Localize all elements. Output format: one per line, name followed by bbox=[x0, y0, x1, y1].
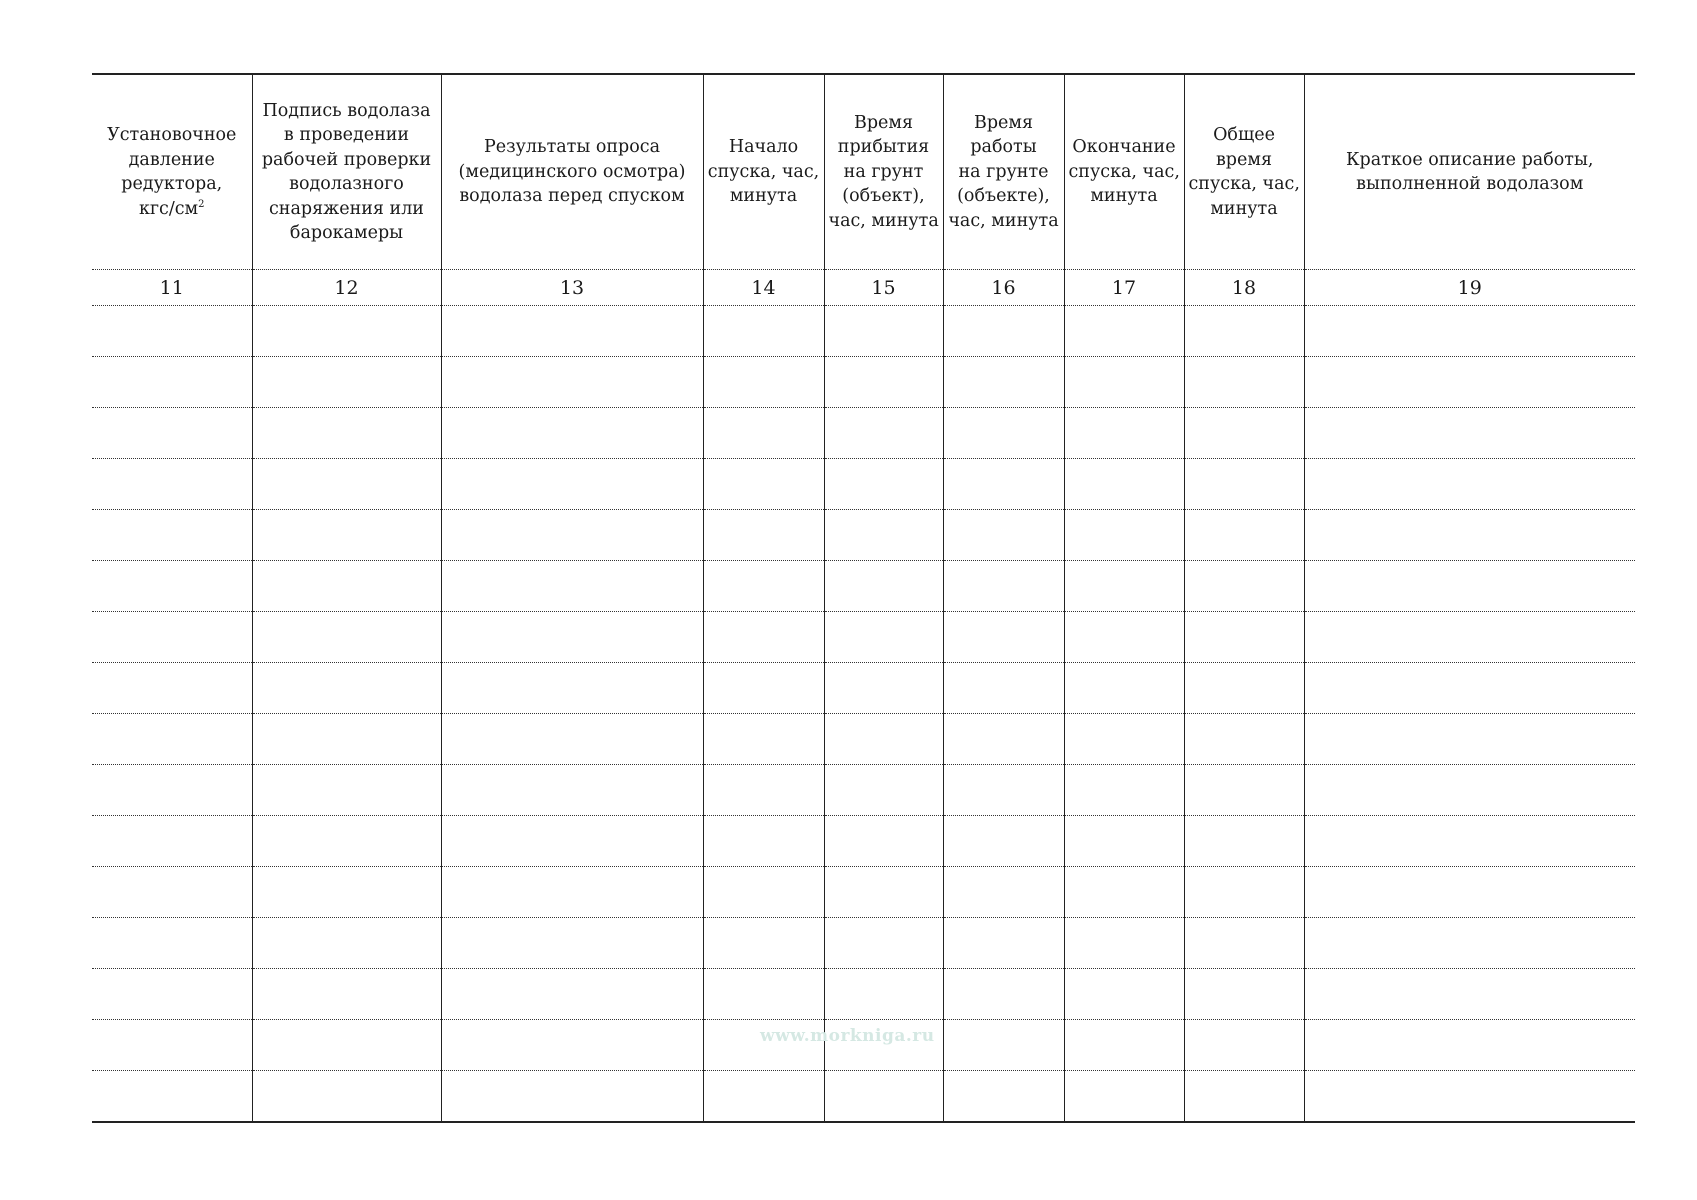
entry-cell-18[interactable] bbox=[1184, 663, 1304, 714]
entry-cell-16[interactable] bbox=[943, 867, 1064, 918]
entry-cell-14[interactable] bbox=[703, 612, 824, 663]
entry-cell-14[interactable] bbox=[703, 306, 824, 357]
entry-cell-11[interactable] bbox=[92, 918, 252, 969]
entry-cell-18[interactable] bbox=[1184, 969, 1304, 1020]
entry-cell-14[interactable] bbox=[703, 1071, 824, 1123]
entry-cell-13[interactable] bbox=[441, 357, 703, 408]
entry-cell-19[interactable] bbox=[1304, 765, 1635, 816]
entry-cell-12[interactable] bbox=[252, 765, 441, 816]
entry-cell-12[interactable] bbox=[252, 969, 441, 1020]
entry-cell-18[interactable] bbox=[1184, 306, 1304, 357]
entry-cell-19[interactable] bbox=[1304, 1071, 1635, 1123]
col-header-14: Начало спуска, час, минута bbox=[703, 74, 824, 270]
entry-cell-18[interactable] bbox=[1184, 408, 1304, 459]
entry-cell-14[interactable] bbox=[703, 969, 824, 1020]
entry-cell-15[interactable] bbox=[824, 357, 943, 408]
entry-cell-14[interactable] bbox=[703, 663, 824, 714]
entry-cell-11[interactable] bbox=[92, 867, 252, 918]
entry-cell-15[interactable] bbox=[824, 969, 943, 1020]
entry-cell-18[interactable] bbox=[1184, 510, 1304, 561]
col-number: 13 bbox=[441, 270, 703, 306]
entry-cell-11[interactable] bbox=[92, 561, 252, 612]
entry-cell-12[interactable] bbox=[252, 357, 441, 408]
entry-cell-16[interactable] bbox=[943, 306, 1064, 357]
entry-cell-17[interactable] bbox=[1064, 765, 1184, 816]
entry-cell-18[interactable] bbox=[1184, 765, 1304, 816]
entry-cell-19[interactable] bbox=[1304, 306, 1635, 357]
table-row bbox=[92, 918, 1635, 969]
entry-cell-16[interactable] bbox=[943, 408, 1064, 459]
entry-cell-16[interactable] bbox=[943, 612, 1064, 663]
entry-cell-15[interactable] bbox=[824, 612, 943, 663]
table-row bbox=[92, 663, 1635, 714]
col-number: 12 bbox=[252, 270, 441, 306]
entry-cell-18[interactable] bbox=[1184, 714, 1304, 765]
entry-cell-15[interactable] bbox=[824, 765, 943, 816]
entry-cell-14[interactable] bbox=[703, 765, 824, 816]
entry-cell-14[interactable] bbox=[703, 459, 824, 510]
entry-cell-19[interactable] bbox=[1304, 459, 1635, 510]
entry-cell-14[interactable] bbox=[703, 816, 824, 867]
entry-cell-19[interactable] bbox=[1304, 714, 1635, 765]
table-row bbox=[92, 408, 1635, 459]
entry-cell-17[interactable] bbox=[1064, 306, 1184, 357]
entry-cell-14[interactable] bbox=[703, 867, 824, 918]
entry-cell-17[interactable] bbox=[1064, 408, 1184, 459]
col-number: 14 bbox=[703, 270, 824, 306]
entry-cell-13[interactable] bbox=[441, 1020, 703, 1071]
entry-cell-15[interactable] bbox=[824, 918, 943, 969]
table-row bbox=[92, 714, 1635, 765]
entry-cell-13[interactable] bbox=[441, 612, 703, 663]
entry-cell-19[interactable] bbox=[1304, 510, 1635, 561]
entry-cell-17[interactable] bbox=[1064, 612, 1184, 663]
entry-cell-17[interactable] bbox=[1064, 561, 1184, 612]
entry-cell-11[interactable] bbox=[92, 1071, 252, 1123]
entry-cell-18[interactable] bbox=[1184, 816, 1304, 867]
entry-cell-13[interactable] bbox=[441, 459, 703, 510]
entry-cell-16[interactable] bbox=[943, 1071, 1064, 1123]
entry-cell-16[interactable] bbox=[943, 969, 1064, 1020]
col-header-11: Установочное давление редуктора, кгс/$см^2$ bbox=[92, 74, 252, 270]
entry-cell-15[interactable] bbox=[824, 816, 943, 867]
entry-cell-15[interactable] bbox=[824, 561, 943, 612]
col-number: 19 bbox=[1304, 270, 1635, 306]
entry-cell-18[interactable] bbox=[1184, 1020, 1304, 1071]
entry-cell-14[interactable] bbox=[703, 561, 824, 612]
col-header-15: Время прибытия на грунт (объект), час, минута bbox=[824, 74, 943, 270]
entry-cell-13[interactable] bbox=[441, 408, 703, 459]
entry-cell-14[interactable] bbox=[703, 510, 824, 561]
entry-cell-19[interactable] bbox=[1304, 663, 1635, 714]
entry-cell-12[interactable] bbox=[252, 510, 441, 561]
col-number: 16 bbox=[943, 270, 1064, 306]
entry-cell-19[interactable] bbox=[1304, 918, 1635, 969]
entry-cell-12[interactable] bbox=[252, 867, 441, 918]
table-row bbox=[92, 1071, 1635, 1123]
col-header-18: Общее время спуска, час, минута bbox=[1184, 74, 1304, 270]
entry-cell-16[interactable] bbox=[943, 765, 1064, 816]
table-row bbox=[92, 816, 1635, 867]
entry-cell-15[interactable] bbox=[824, 510, 943, 561]
entry-cell-16[interactable] bbox=[943, 816, 1064, 867]
entry-cell-13[interactable] bbox=[441, 867, 703, 918]
entry-cell-14[interactable] bbox=[703, 714, 824, 765]
col-header-12: Подпись водолаза в проведении рабочей проверки водолазного снаряжения или барокамеры bbox=[252, 74, 441, 270]
entry-cell-13[interactable] bbox=[441, 1071, 703, 1123]
entry-cell-17[interactable] bbox=[1064, 663, 1184, 714]
entry-cell-19[interactable] bbox=[1304, 816, 1635, 867]
entry-cell-12[interactable] bbox=[252, 1071, 441, 1123]
entry-cell-12[interactable] bbox=[252, 918, 441, 969]
entry-cell-15[interactable] bbox=[824, 714, 943, 765]
dive-log-table bbox=[92, 73, 1635, 1123]
entry-cell-11[interactable] bbox=[92, 306, 252, 357]
entry-cell-11[interactable] bbox=[92, 1020, 252, 1071]
col-number: 11 bbox=[92, 270, 252, 306]
entry-cell-17[interactable] bbox=[1064, 357, 1184, 408]
table-row bbox=[92, 510, 1635, 561]
entry-cell-12[interactable] bbox=[252, 459, 441, 510]
entry-cell-14[interactable] bbox=[703, 357, 824, 408]
entry-cell-15[interactable] bbox=[824, 663, 943, 714]
entry-cell-15[interactable] bbox=[824, 408, 943, 459]
entry-cell-19[interactable] bbox=[1304, 969, 1635, 1020]
entry-cell-13[interactable] bbox=[441, 306, 703, 357]
entry-cell-11[interactable] bbox=[92, 459, 252, 510]
entry-cell-13[interactable] bbox=[441, 714, 703, 765]
log-body bbox=[92, 306, 1635, 1123]
col-header-13: Результаты опроса (медицинского осмотра) водолаза перед спуском bbox=[441, 74, 703, 270]
entry-cell-17[interactable] bbox=[1064, 459, 1184, 510]
col-number: 15 bbox=[824, 270, 943, 306]
entry-cell-17[interactable] bbox=[1064, 969, 1184, 1020]
table-row bbox=[92, 765, 1635, 816]
column-number-row bbox=[92, 270, 1635, 306]
entry-cell-13[interactable] bbox=[441, 510, 703, 561]
entry-cell-19[interactable] bbox=[1304, 408, 1635, 459]
entry-cell-14[interactable] bbox=[703, 918, 824, 969]
entry-cell-16[interactable] bbox=[943, 714, 1064, 765]
entry-cell-12[interactable] bbox=[252, 612, 441, 663]
col-number: 17 bbox=[1064, 270, 1184, 306]
entry-cell-13[interactable] bbox=[441, 918, 703, 969]
entry-cell-13[interactable] bbox=[441, 816, 703, 867]
entry-cell-11[interactable] bbox=[92, 714, 252, 765]
entry-cell-11[interactable] bbox=[92, 510, 252, 561]
entry-cell-15[interactable] bbox=[824, 459, 943, 510]
entry-cell-19[interactable] bbox=[1304, 612, 1635, 663]
entry-cell-11[interactable] bbox=[92, 765, 252, 816]
entry-cell-17[interactable] bbox=[1064, 1071, 1184, 1123]
watermark: www.morkniga.ru bbox=[760, 1026, 935, 1046]
entry-cell-11[interactable] bbox=[92, 612, 252, 663]
entry-cell-17[interactable] bbox=[1064, 918, 1184, 969]
entry-cell-11[interactable] bbox=[92, 663, 252, 714]
entry-cell-13[interactable] bbox=[441, 561, 703, 612]
entry-cell-11[interactable] bbox=[92, 408, 252, 459]
table-row bbox=[92, 357, 1635, 408]
entry-cell-19[interactable] bbox=[1304, 561, 1635, 612]
entry-cell-11[interactable] bbox=[92, 816, 252, 867]
entry-cell-11[interactable] bbox=[92, 969, 252, 1020]
entry-cell-18[interactable] bbox=[1184, 612, 1304, 663]
entry-cell-16[interactable] bbox=[943, 459, 1064, 510]
entry-cell-16[interactable] bbox=[943, 663, 1064, 714]
entry-cell-12[interactable] bbox=[252, 663, 441, 714]
unit-label: кгс/$см^2$ bbox=[138, 198, 205, 219]
col-header-16: Время работы на грунте (объекте), час, минута bbox=[943, 74, 1064, 270]
entry-cell-16[interactable] bbox=[943, 918, 1064, 969]
entry-cell-11[interactable] bbox=[92, 357, 252, 408]
entry-cell-12[interactable] bbox=[252, 714, 441, 765]
entry-cell-12[interactable] bbox=[252, 408, 441, 459]
entry-cell-14[interactable] bbox=[703, 408, 824, 459]
entry-cell-17[interactable] bbox=[1064, 714, 1184, 765]
entry-cell-18[interactable] bbox=[1184, 561, 1304, 612]
table-row bbox=[92, 867, 1635, 918]
entry-cell-16[interactable] bbox=[943, 510, 1064, 561]
entry-cell-12[interactable] bbox=[252, 1020, 441, 1071]
entry-cell-17[interactable] bbox=[1064, 867, 1184, 918]
entry-cell-13[interactable] bbox=[441, 969, 703, 1020]
entry-cell-18[interactable] bbox=[1184, 357, 1304, 408]
entry-cell-15[interactable] bbox=[824, 1071, 943, 1123]
col-header-17: Окончание спуска, час, минута bbox=[1064, 74, 1184, 270]
col-number: 18 bbox=[1184, 270, 1304, 306]
entry-cell-16[interactable] bbox=[943, 1020, 1064, 1071]
entry-cell-19[interactable] bbox=[1304, 357, 1635, 408]
header-row bbox=[92, 74, 1635, 270]
entry-cell-13[interactable] bbox=[441, 663, 703, 714]
entry-cell-13[interactable] bbox=[441, 765, 703, 816]
entry-cell-15[interactable] bbox=[824, 867, 943, 918]
entry-cell-18[interactable] bbox=[1184, 459, 1304, 510]
entry-cell-17[interactable] bbox=[1064, 816, 1184, 867]
entry-cell-19[interactable] bbox=[1304, 867, 1635, 918]
entry-cell-18[interactable] bbox=[1184, 867, 1304, 918]
entry-cell-12[interactable] bbox=[252, 816, 441, 867]
entry-cell-17[interactable] bbox=[1064, 1020, 1184, 1071]
entry-cell-12[interactable] bbox=[252, 561, 441, 612]
table-row bbox=[92, 561, 1635, 612]
entry-cell-12[interactable] bbox=[252, 306, 441, 357]
entry-cell-16[interactable] bbox=[943, 561, 1064, 612]
entry-cell-16[interactable] bbox=[943, 357, 1064, 408]
entry-cell-15[interactable] bbox=[824, 306, 943, 357]
table-row bbox=[92, 612, 1635, 663]
table-row bbox=[92, 969, 1635, 1020]
entry-cell-18[interactable] bbox=[1184, 918, 1304, 969]
entry-cell-18[interactable] bbox=[1184, 1071, 1304, 1123]
table-row bbox=[92, 306, 1635, 357]
col-header-19: Краткое описание работы, выполненной водолазом bbox=[1304, 74, 1635, 270]
entry-cell-19[interactable] bbox=[1304, 1020, 1635, 1071]
entry-cell-17[interactable] bbox=[1064, 510, 1184, 561]
table-row bbox=[92, 459, 1635, 510]
